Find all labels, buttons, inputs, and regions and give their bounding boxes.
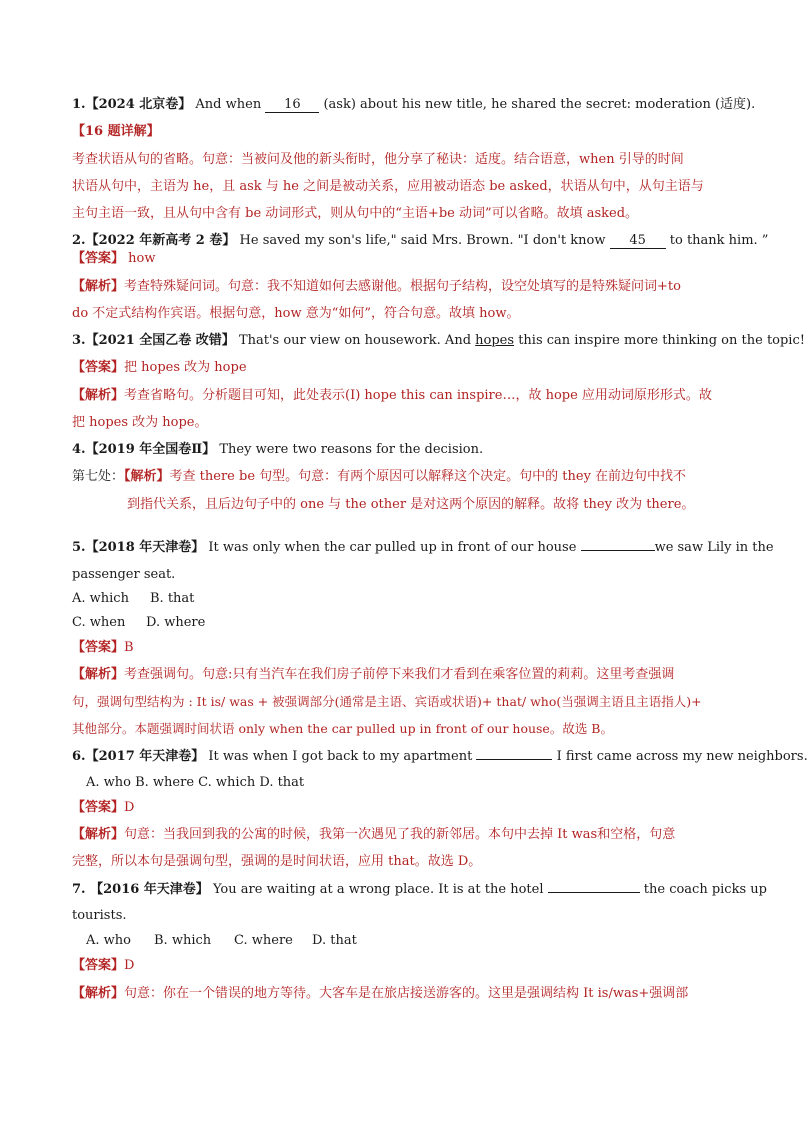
q5-options-row1 [72, 590, 722, 608]
q3-answer: 把 hopes 改为 hope [124, 360, 247, 375]
q7-answer: D [124, 958, 135, 973]
q4-analysis-line2: 到指代关系，且后边句子中的 one 与 the other 是对这两个原因的解释。故将 they 改为 there。 [127, 497, 695, 512]
q5-analysis-line3: 其他部分。本题强调时间状语 only when the car pulled up in front of our house。故选 B。 [72, 721, 613, 736]
q1-explain-line3: 主句主语一致，且从句中含有 be 动词形式，则从句中的“主语+be 动词”可以省略。故填 asked。 [72, 206, 639, 221]
q3-text-before: That's our view on housework. And [238, 333, 472, 348]
q6-answer: D [124, 800, 135, 815]
q2-analysis-line2: do 不定式结构作宾语。根据句意，how 意为“如何”，符合句意。故填 how。 [72, 306, 520, 321]
q4-text: They were two reasons for the decision. [219, 442, 484, 457]
q6-text-before: It was when I got back to my apartment [208, 749, 473, 764]
q6-blank [476, 759, 552, 760]
q5-answer-row [72, 639, 722, 657]
q6-stem [72, 748, 808, 766]
q7-option-c: C. where [234, 933, 293, 948]
q5-text-before: It was only when the car pulled up in front of our house [208, 540, 577, 555]
q4-analysis-text1: 考查 there be 句型。句意：有两个原因可以解释这个决定。句中的 they 在前边句中找不 [169, 469, 687, 484]
q7-blank [548, 892, 640, 893]
q2-stem [72, 232, 769, 250]
q6-analysis-text1: 句意：当我回到我的公寓的时候，我第一次遇见了我的新邻居。本句中去掉 It was和空格，句意 [124, 827, 676, 842]
q7-analysis-line1 [72, 985, 722, 1003]
q5-analysis-text1: 考查强调句。句意:只有当汽车在我们房子前停下来我们才看到在乘客位置的莉莉。这里考查强调 [124, 667, 675, 682]
q7-options [72, 932, 722, 950]
q7-option-b: B. which [154, 933, 212, 948]
q1-stem [72, 96, 756, 114]
q2-text-before: He saved my son's life," said Mrs. Brown. "I don't know [239, 233, 606, 248]
q5-options-row2 [72, 614, 722, 632]
q6-text-after: I first came across my new neighbors. [556, 749, 808, 764]
q1-explain-line1: 考查状语从句的省略。句意：当被问及他的新头衔时，他分享了秘诀：适度。结合语意，when 引导的时间 [72, 152, 684, 167]
q6-options: A. who B. where C. which D. that [86, 775, 305, 790]
q5-answer-label: 【答案】 [72, 640, 125, 655]
q7-analysis-label: 【解析】 [72, 986, 125, 1001]
q2-analysis-label: 【解析】 [72, 279, 125, 294]
q5-option-b: B. that [150, 591, 195, 606]
q7-answer-row [72, 957, 722, 975]
q3-analysis-line1 [72, 387, 722, 405]
q1-blank: 16 [265, 97, 319, 113]
q2-answer-label: 【答案】 [72, 251, 125, 266]
q5-blank [581, 550, 655, 551]
q6-analysis-line1 [72, 826, 722, 844]
q3-answer-label: 【答案】 [72, 360, 125, 375]
q5-option-d: D. where [146, 615, 206, 630]
q5-analysis-label: 【解析】 [72, 667, 125, 682]
q7-text-after: the coach picks up [643, 882, 767, 897]
q7-text-before: You are waiting at a wrong place. It is at the hotel [212, 882, 544, 897]
q7-stem-line2: tourists. [72, 908, 127, 923]
q1-text-before: And when [195, 97, 262, 112]
q2-analysis-line1 [72, 278, 722, 296]
q6-analysis-label: 【解析】 [72, 827, 125, 842]
q7-prefix: 7. 【2016 年天津卷】 [72, 882, 209, 897]
q6-prefix: 6.【2017 年天津卷】 [72, 749, 205, 764]
q1-explain-line2: 状语从句中，主语为 he，且 ask 与 he 之间是被动关系，应用被动语态 be asked，状语从句中，从句主语与 [72, 179, 704, 194]
q3-analysis-text1: 考查省略句。分析题目可知，此处表示(I) hope this can inspire…，故 hope 应用动词原形形式。故 [124, 388, 712, 403]
q5-option-c: C. when [72, 615, 126, 630]
q3-text-after: this can inspire more thinking on the topic! [518, 333, 805, 348]
q2-prefix: 2.【2022 年新高考 2 卷】 [72, 233, 236, 248]
q2-text-after: to thank him. ” [669, 233, 769, 248]
q5-analysis-line1 [72, 666, 722, 684]
q5-prefix: 5.【2018 年天津卷】 [72, 540, 205, 555]
q3-stem [72, 332, 805, 350]
q4-prefix: 4.【2019 年全国卷Ⅱ】 [72, 442, 216, 457]
q7-stem [72, 881, 767, 899]
q5-option-a: A. which [72, 591, 129, 606]
q3-underlined-word: hopes [475, 333, 515, 348]
q5-stem [72, 539, 774, 557]
q4-analysis-label: 【解析】 [124, 469, 170, 484]
q3-analysis-label: 【解析】 [72, 388, 125, 403]
q5-stem-line2: passenger seat. [72, 567, 176, 582]
q2-blank: 45 [610, 233, 666, 249]
q6-analysis-line2: 完整，所以本句是强调句型，强调的是时间状语，应用 that。故选 D。 [72, 854, 482, 869]
q1-detail-label: 【16 题详解】 [72, 124, 160, 139]
q3-analysis-line2: 把 hopes 改为 hope。 [72, 415, 208, 430]
q4-place-label: 第七处： [72, 469, 125, 484]
q3-answer-row [72, 359, 722, 377]
q2-answer-row [72, 250, 722, 268]
q5-text-after: we saw Lily in the [654, 540, 774, 555]
q2-analysis-text1: 考查特殊疑问词。句意：我不知道如何去感谢他。根据句子结构，设空处填写的是特殊疑问词+to [124, 279, 681, 294]
q1-prefix: 1.【2024 北京卷】 [72, 97, 192, 112]
q7-analysis-text1: 句意：你在一个错误的地方等待。大客车是在旅店接送游客的。这里是强调结构 It is/was+强调部 [124, 986, 689, 1001]
q6-answer-row [72, 799, 722, 817]
q7-option-d: D. that [312, 933, 357, 948]
q2-answer: how [128, 251, 156, 266]
q5-answer: B [124, 640, 134, 655]
q4-analysis-line1 [72, 468, 722, 486]
q1-text-after: (ask) about his new title, he shared the secret: moderation (适度). [323, 97, 756, 112]
q4-stem [72, 441, 722, 459]
q7-answer-label: 【答案】 [72, 958, 125, 973]
q5-analysis-line2: 句，强调句型结构为 : It is/ was + 被强调部分(通常是主语、宾语或状语)+ that/ who(当强调主语且主语指人)+ [72, 694, 702, 709]
q3-prefix: 3.【2021 全国乙卷 改错】 [72, 333, 235, 348]
q7-option-a: A. who [86, 933, 131, 948]
q6-answer-label: 【答案】 [72, 800, 125, 815]
